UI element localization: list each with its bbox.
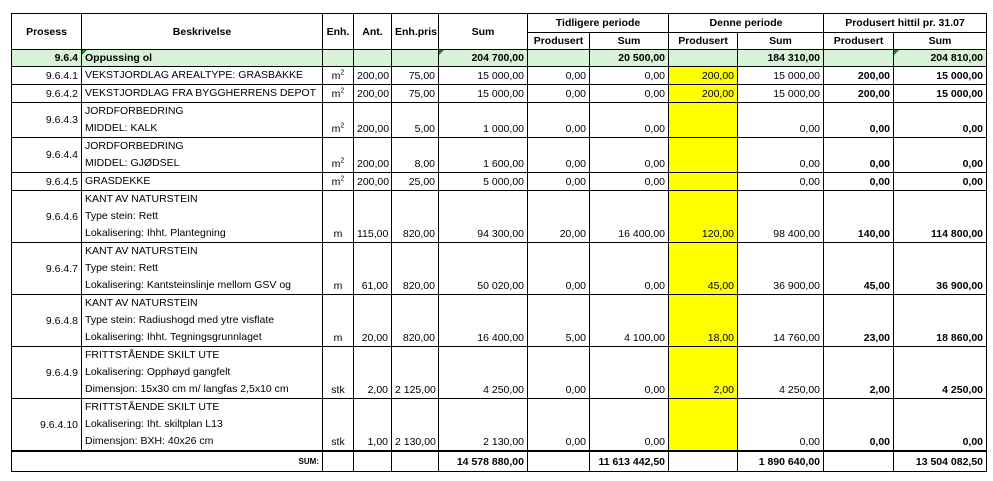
row-ant: 1,00 bbox=[354, 399, 392, 452]
unit-exponent: 2 bbox=[340, 122, 345, 130]
totals-sum: 14 578 880,00 bbox=[439, 451, 528, 472]
row-pris: 75,00 bbox=[392, 85, 439, 103]
row-beskrivelse bbox=[82, 173, 323, 191]
description-line: JORDFORBEDRING bbox=[85, 105, 184, 117]
description-line: KANT AV NATURSTEIN bbox=[85, 245, 198, 257]
row-sum: 1 000,00 bbox=[439, 103, 528, 138]
row-hittil-sum: 15 000,00 bbox=[894, 67, 987, 85]
table-row bbox=[12, 347, 987, 399]
description-line: Lokalisering: Ihht. Plantegning bbox=[85, 227, 226, 239]
row-pris: 2 130,00 bbox=[392, 399, 439, 452]
row-ant: 200,00 bbox=[354, 173, 392, 191]
row-pris: 8,00 bbox=[392, 138, 439, 173]
row-pris: 25,00 bbox=[392, 173, 439, 191]
row-sum: 4 250,00 bbox=[439, 347, 528, 399]
col-group-tidligere: Tidligere periode bbox=[528, 14, 669, 33]
row-tidl-prod: 0,00 bbox=[528, 85, 590, 103]
row-beskrivelse bbox=[82, 399, 323, 452]
row-sum: 15 000,00 bbox=[439, 85, 528, 103]
row-sum: 1 600,00 bbox=[439, 138, 528, 173]
description-line: Lokalisering: Iht. skiltplan L13 bbox=[85, 418, 223, 430]
totals-tidl-prod bbox=[528, 451, 590, 472]
totals-denne-sum: 1 890 640,00 bbox=[738, 451, 824, 472]
row-hittil-prod: 45,00 bbox=[824, 243, 894, 295]
row-denne-sum: 0,00 bbox=[738, 173, 824, 191]
row-denne-sum: 0,00 bbox=[738, 103, 824, 138]
row-denne-prod[interactable]: 120,00 bbox=[669, 191, 738, 243]
row-enh bbox=[323, 347, 354, 399]
row-beskrivelse bbox=[82, 295, 323, 347]
row-hittil-sum: 0,00 bbox=[894, 399, 987, 452]
group-row bbox=[12, 50, 987, 67]
row-tidl-prod: 5,00 bbox=[528, 295, 590, 347]
unit-text: m bbox=[331, 158, 341, 170]
row-beskrivelse bbox=[82, 347, 323, 399]
row-prosess: 9.6.4.4 bbox=[12, 138, 82, 173]
row-sum: 50 020,00 bbox=[439, 243, 528, 295]
unit-text: m bbox=[331, 69, 341, 82]
description-line: Lokalisering: Ihht. Tegningsgrunnlaget bbox=[85, 331, 262, 343]
totals-denne-prod bbox=[669, 451, 738, 472]
row-pris: 820,00 bbox=[392, 295, 439, 347]
group-sum: 204 700,00 bbox=[439, 50, 528, 67]
table-row bbox=[12, 103, 987, 138]
group-denne-prod bbox=[669, 50, 738, 67]
row-tidl-sum: 0,00 bbox=[590, 399, 669, 452]
row-ant: 200,00 bbox=[354, 138, 392, 173]
row-sum: 5 000,00 bbox=[439, 173, 528, 191]
description-line: Dimensjon: 15x30 cm m/ langfas 2,5x10 cm bbox=[85, 383, 289, 395]
unit-exponent: 2 bbox=[340, 175, 345, 182]
row-denne-sum: 15 000,00 bbox=[738, 67, 824, 85]
description-line: Lokalisering: Kantsteinslinje mellom GSV og bbox=[85, 279, 292, 291]
row-pris: 75,00 bbox=[392, 67, 439, 85]
row-ant: 20,00 bbox=[354, 295, 392, 347]
totals-label: SUM: bbox=[12, 451, 323, 472]
group-prosess: 9.6.4 bbox=[12, 50, 82, 67]
row-hittil-sum: 15 000,00 bbox=[894, 85, 987, 103]
row-hittil-prod: 0,00 bbox=[824, 138, 894, 173]
row-tidl-prod: 0,00 bbox=[528, 399, 590, 452]
col-group-hittil: Produsert hittil pr. 31.07 bbox=[824, 14, 987, 33]
row-denne-prod[interactable] bbox=[669, 138, 738, 173]
row-hittil-sum: 4 250,00 bbox=[894, 347, 987, 399]
unit-text: m bbox=[331, 123, 341, 135]
table-row bbox=[12, 243, 987, 295]
row-tidl-sum: 4 100,00 bbox=[590, 295, 669, 347]
totals-hittil-prod bbox=[824, 451, 894, 472]
row-beskrivelse bbox=[82, 138, 323, 173]
row-sum: 94 300,00 bbox=[439, 191, 528, 243]
description-line: GRASDEKKE bbox=[85, 175, 151, 187]
group-beskrivelse: Oppussing ol bbox=[82, 50, 323, 67]
row-denne-prod[interactable]: 200,00 bbox=[669, 85, 738, 103]
row-denne-sum: 0,00 bbox=[738, 399, 824, 452]
table-row bbox=[12, 138, 987, 173]
unit-text: m bbox=[333, 280, 343, 292]
row-hittil-prod: 200,00 bbox=[824, 85, 894, 103]
row-hittil-sum: 0,00 bbox=[894, 138, 987, 173]
row-ant: 200,00 bbox=[354, 85, 392, 103]
row-pris: 820,00 bbox=[392, 191, 439, 243]
description-line: MIDDEL: KALK bbox=[85, 122, 158, 134]
col-header-hittil-sum: Sum bbox=[894, 33, 987, 50]
row-beskrivelse bbox=[82, 67, 323, 85]
row-sum: 2 130,00 bbox=[439, 399, 528, 452]
row-beskrivelse bbox=[82, 191, 323, 243]
row-hittil-sum: 0,00 bbox=[894, 103, 987, 138]
row-sum: 15 000,00 bbox=[439, 67, 528, 85]
unit-text: m bbox=[331, 87, 341, 100]
row-prosess: 9.6.4.7 bbox=[12, 243, 82, 295]
row-enh bbox=[323, 243, 354, 295]
totals-enh bbox=[323, 451, 354, 472]
unit-exponent: 2 bbox=[340, 69, 345, 76]
row-denne-prod[interactable] bbox=[669, 103, 738, 138]
row-hittil-prod: 140,00 bbox=[824, 191, 894, 243]
row-tidl-prod: 0,00 bbox=[528, 347, 590, 399]
col-group-denne: Denne periode bbox=[669, 14, 824, 33]
table-row bbox=[12, 67, 987, 85]
col-header-sum: Sum bbox=[439, 14, 528, 50]
unit-text: m bbox=[331, 175, 341, 188]
row-beskrivelse bbox=[82, 243, 323, 295]
description-line: Type stein: Radiushogd med ytre visflate bbox=[85, 314, 275, 326]
row-pris: 5,00 bbox=[392, 103, 439, 138]
unit-text: stk bbox=[331, 384, 345, 396]
row-pris: 2 125,00 bbox=[392, 347, 439, 399]
col-header-hittil-produsert: Produsert bbox=[824, 33, 894, 50]
col-header-tidl-sum: Sum bbox=[590, 33, 669, 50]
unit-exponent: 2 bbox=[340, 157, 345, 165]
row-tidl-sum: 0,00 bbox=[590, 85, 669, 103]
totals-pris bbox=[392, 451, 439, 472]
row-hittil-prod: 23,00 bbox=[824, 295, 894, 347]
description-line: KANT AV NATURSTEIN bbox=[85, 193, 198, 205]
row-hittil-sum: 0,00 bbox=[894, 173, 987, 191]
row-ant: 2,00 bbox=[354, 347, 392, 399]
description-line: VEKSTJORDLAG FRA BYGGHERRENS DEPOT bbox=[85, 87, 317, 99]
row-tidl-prod: 0,00 bbox=[528, 173, 590, 191]
row-denne-sum: 14 760,00 bbox=[738, 295, 824, 347]
group-hittil-prod bbox=[824, 50, 894, 67]
totals-row bbox=[12, 451, 987, 472]
row-denne-prod[interactable]: 2,00 bbox=[669, 347, 738, 399]
row-enh bbox=[323, 85, 354, 103]
description-line: JORDFORBEDRING bbox=[85, 140, 184, 152]
row-ant: 200,00 bbox=[354, 103, 392, 138]
row-denne-prod[interactable] bbox=[669, 399, 738, 452]
description-line: Dimensjon: BXH: 40x26 cm bbox=[85, 435, 214, 447]
row-tidl-prod: 0,00 bbox=[528, 103, 590, 138]
row-hittil-prod: 2,00 bbox=[824, 347, 894, 399]
totals-tidl-sum: 11 613 442,50 bbox=[590, 451, 669, 472]
row-tidl-prod: 20,00 bbox=[528, 191, 590, 243]
table-row bbox=[12, 295, 987, 347]
row-prosess: 9.6.4.8 bbox=[12, 295, 82, 347]
row-denne-prod[interactable]: 200,00 bbox=[669, 67, 738, 85]
description-line: KANT AV NATURSTEIN bbox=[85, 297, 198, 309]
totals-hittil-sum: 13 504 082,50 bbox=[894, 451, 987, 472]
group-tidl-sum: 20 500,00 bbox=[590, 50, 669, 67]
group-ant bbox=[354, 50, 392, 67]
row-tidl-sum: 0,00 bbox=[590, 173, 669, 191]
row-denne-prod[interactable]: 45,00 bbox=[669, 243, 738, 295]
row-denne-sum: 4 250,00 bbox=[738, 347, 824, 399]
row-tidl-sum: 0,00 bbox=[590, 138, 669, 173]
row-tidl-prod: 0,00 bbox=[528, 67, 590, 85]
description-line: Type stein: Rett bbox=[85, 262, 158, 274]
row-prosess: 9.6.4.5 bbox=[12, 173, 82, 191]
row-prosess: 9.6.4.1 bbox=[12, 67, 82, 85]
col-header-denne-sum: Sum bbox=[738, 33, 824, 50]
unit-text: m bbox=[333, 228, 343, 240]
row-enh bbox=[323, 399, 354, 452]
table-row bbox=[12, 191, 987, 243]
row-enh bbox=[323, 191, 354, 243]
row-sum: 16 400,00 bbox=[439, 295, 528, 347]
row-pris: 820,00 bbox=[392, 243, 439, 295]
table-row bbox=[12, 85, 987, 103]
row-tidl-sum: 0,00 bbox=[590, 347, 669, 399]
row-ant: 200,00 bbox=[354, 67, 392, 85]
group-enh bbox=[323, 50, 354, 67]
group-tidl-prod bbox=[528, 50, 590, 67]
col-header-denne-produsert: Produsert bbox=[669, 33, 738, 50]
row-hittil-prod: 200,00 bbox=[824, 67, 894, 85]
group-denne-sum: 184 310,00 bbox=[738, 50, 824, 67]
row-hittil-prod: 0,00 bbox=[824, 399, 894, 452]
group-pris bbox=[392, 50, 439, 67]
row-hittil-prod: 0,00 bbox=[824, 103, 894, 138]
row-prosess: 9.6.4.6 bbox=[12, 191, 82, 243]
row-ant: 61,00 bbox=[354, 243, 392, 295]
row-hittil-sum: 18 860,00 bbox=[894, 295, 987, 347]
row-tidl-prod: 0,00 bbox=[528, 243, 590, 295]
col-header-ant: Ant. bbox=[354, 14, 392, 50]
totals-ant bbox=[354, 451, 392, 472]
row-tidl-sum: 0,00 bbox=[590, 67, 669, 85]
table-row bbox=[12, 173, 987, 191]
row-prosess: 9.6.4.3 bbox=[12, 103, 82, 138]
row-tidl-sum: 16 400,00 bbox=[590, 191, 669, 243]
row-hittil-prod: 0,00 bbox=[824, 173, 894, 191]
table-row bbox=[12, 399, 987, 452]
row-tidl-sum: 0,00 bbox=[590, 103, 669, 138]
production-report-table bbox=[11, 13, 987, 472]
row-enh bbox=[323, 138, 354, 173]
row-prosess: 9.6.4.10 bbox=[12, 399, 82, 452]
unit-exponent: 2 bbox=[340, 87, 345, 94]
row-hittil-sum: 36 900,00 bbox=[894, 243, 987, 295]
row-denne-sum: 36 900,00 bbox=[738, 243, 824, 295]
row-denne-prod[interactable]: 18,00 bbox=[669, 295, 738, 347]
unit-text: m bbox=[333, 332, 343, 344]
row-tidl-prod: 0,00 bbox=[528, 138, 590, 173]
row-tidl-sum: 0,00 bbox=[590, 243, 669, 295]
description-line: FRITTSTÅENDE SKILT UTE bbox=[85, 401, 220, 413]
row-enh bbox=[323, 173, 354, 191]
row-enh bbox=[323, 295, 354, 347]
col-header-enh: Enh. bbox=[323, 14, 354, 50]
row-hittil-sum: 114 800,00 bbox=[894, 191, 987, 243]
row-beskrivelse bbox=[82, 103, 323, 138]
col-header-prosess: Prosess bbox=[12, 14, 82, 50]
col-header-tidl-produsert: Produsert bbox=[528, 33, 590, 50]
description-line: Lokalisering: Opphøyd gangfelt bbox=[85, 366, 231, 378]
row-enh bbox=[323, 103, 354, 138]
description-line: Type stein: Rett bbox=[85, 210, 158, 222]
col-header-enhpris: Enh.pris bbox=[392, 14, 439, 50]
row-beskrivelse bbox=[82, 85, 323, 103]
row-ant: 115,00 bbox=[354, 191, 392, 243]
group-hittil-sum: 204 810,00 bbox=[894, 50, 987, 67]
description-line: MIDDEL: GJØDSEL bbox=[85, 157, 180, 169]
description-line: VEKSTJORDLAG AREALTYPE: GRASBAKKE bbox=[85, 69, 304, 81]
unit-text: stk bbox=[331, 436, 345, 448]
row-prosess: 9.6.4.9 bbox=[12, 347, 82, 399]
row-denne-prod[interactable] bbox=[669, 173, 738, 191]
col-header-beskrivelse: Beskrivelse bbox=[82, 14, 323, 50]
row-prosess: 9.6.4.2 bbox=[12, 85, 82, 103]
row-denne-sum: 0,00 bbox=[738, 138, 824, 173]
description-line: FRITTSTÅENDE SKILT UTE bbox=[85, 349, 220, 361]
row-denne-sum: 98 400,00 bbox=[738, 191, 824, 243]
row-enh bbox=[323, 67, 354, 85]
row-denne-sum: 15 000,00 bbox=[738, 85, 824, 103]
